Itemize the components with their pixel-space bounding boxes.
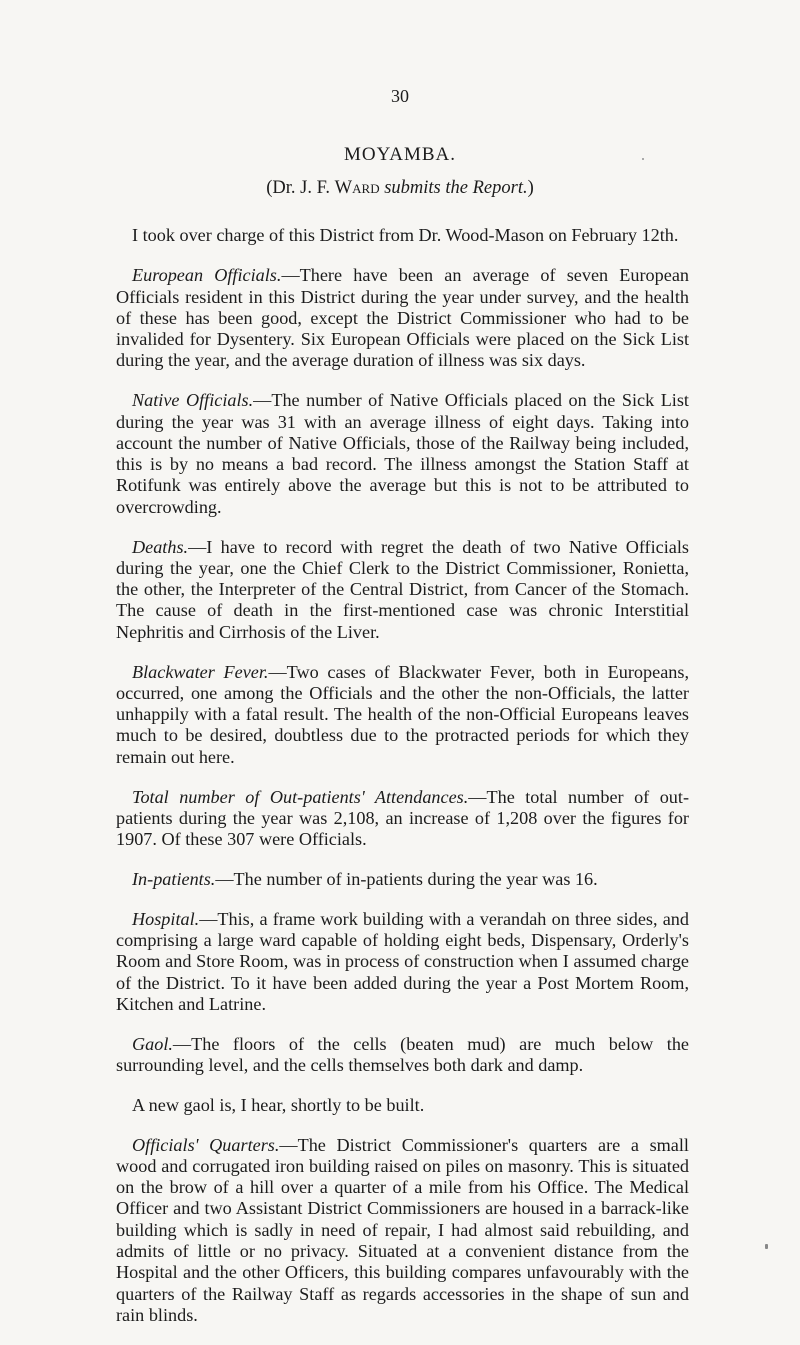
paragraph-heading: Deaths. [132, 536, 189, 557]
page-number: 30 [391, 86, 409, 106]
paragraph-officials-quarters [116, 1135, 689, 1327]
paragraph-heading: Blackwater Fever. [132, 661, 269, 682]
paragraph-native-officials [116, 390, 689, 518]
paragraph-new-gaol [116, 1095, 689, 1116]
paragraph-heading: In-patients. [132, 868, 216, 889]
print-speck [642, 158, 644, 160]
paragraph-heading: Officials' Quarters. [132, 1134, 280, 1155]
subheading-close-paren: ) [527, 178, 534, 198]
paragraph-heading: Total number of Out-patients' Attendances. [132, 786, 469, 807]
paragraph-in-patients [116, 869, 689, 890]
paragraph-hospital [116, 909, 689, 1015]
paragraph-text: —The number of in-patients during the year was 16. [215, 868, 598, 889]
paragraph-text: —The number of Native Officials placed on the Sick List during the year was 31 with an average illness of eight days. Taking into account the number of Native Officials, those of the Railway being included, this is by no means a bad record. The illness amongst the Station Staff at Rotifunk was entirely above the average but this is not to be attributed to overcrowding. [116, 390, 689, 517]
subheading-author-prefix: Dr. J. F. [272, 178, 335, 198]
subheading-open-paren: ( [266, 178, 273, 198]
paragraph-text: —I have to record with regret the death of two Native Officials during the year, one the Chief Clerk to the District Commissioner, Ronietta, the other, the Interpreter of the Central District, from Cancer of the Stomach. The cause of death in the first-mentioned case was chronic Interstitial Nephritis and Cirrhosis of the Liver. [116, 536, 689, 642]
subheading-author-surname: Ward [334, 178, 380, 198]
paragraph-text: —Two cases of Blackwater Fever, both in Europeans, occurred, one among the Officials and the other the non-Officials, the latter unhappily with a fatal result. The health of the non-Official Europeans leaves much to be desired, doubtless due to the protracted periods for which they remain out here. [116, 661, 689, 767]
report-body [116, 225, 689, 1345]
print-mark [765, 1244, 768, 1249]
intro-paragraph: I took over charge of this District from Dr. Wood-Mason on February 12th. [132, 225, 679, 245]
paragraph-text: —The floors of the cells (beaten mud) are much below the surrounding level, and the cells themselves both dark and damp. [116, 1033, 689, 1075]
paragraph-text: —This, a frame work building with a verandah on three sides, and comprising a large ward capable of holding eight beds, Dispensary, Orderly's Room and Store Room, was in process of construction when I assumed charge of the District. To it have been added during the year a Post Mortem Room, Kitchen and Latrine. [116, 908, 689, 1014]
paragraph-gaol [116, 1034, 689, 1077]
subheading-rest: submits the Report. [379, 178, 528, 198]
paragraph-blackwater-fever [116, 662, 689, 768]
paragraph-text: —The total number of out-patients during the year was 2,108, an increase of 1,208 over the figures for 1907. Of these 307 were Officials. [116, 786, 690, 850]
paragraph-text: —The District Commissioner's quarters are a small wood and corrugated iron building raised on piles on masonry. This is situated on the brow of a hill over a quarter of a mile from his Office. The Medical Officer and two Assistant District Commissioners are housed in a barrack-like building which is sadly in need of repair, I had almost said rebuilding, and admits of little or no privacy. Situated at a convenient distance from the Hospital and the other Officers, this building compares unfavourably with the quarters of the Railway Staff as regards accessories in the shape of sun and rain blinds. [116, 1134, 689, 1325]
report-heading: MOYAMBA. [344, 144, 456, 165]
paragraph-text: A new gaol is, I hear, shortly to be built. [132, 1094, 425, 1115]
paragraph-out-patients [116, 787, 689, 851]
report-subheading [0, 178, 800, 199]
paragraph-deaths [116, 537, 689, 643]
paragraph-text: —There have been an average of seven European Officials resident in this District during the year under survey, and the health of these has been good, except the District Commissioner who had to be invalided for Dysentery. Six European Officials were placed on the Sick List during the year, and the average duration of illness was six days. [116, 265, 689, 371]
paragraph-heading: European Officials. [132, 265, 282, 286]
paragraph-heading: Gaol. [132, 1033, 173, 1054]
paragraph-european-officials [116, 265, 689, 371]
paragraph-heading: Native Officials. [132, 390, 254, 411]
paragraph-heading: Hospital. [132, 908, 200, 929]
